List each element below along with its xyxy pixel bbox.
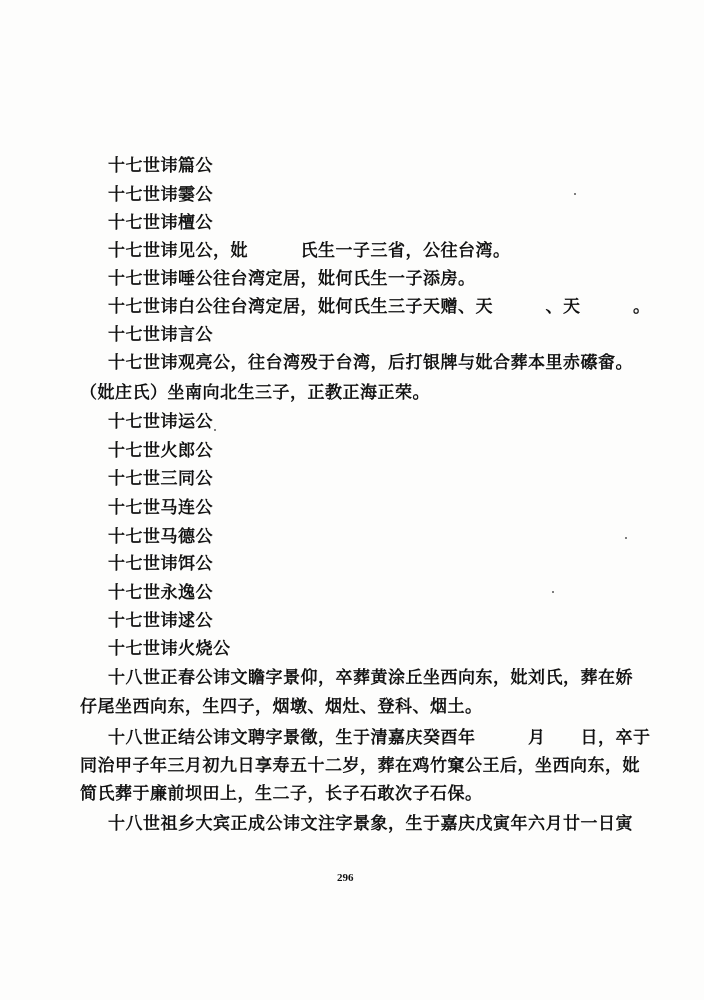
text-line: 十七世讳白公往台湾定居，妣何氏生三子天赠、天 、天 。 <box>108 297 651 317</box>
page-number: 296 <box>337 872 354 884</box>
text-line: 十七世讳运公 <box>108 412 213 432</box>
text-line: （妣庄氏）坐南向北生三子，正教正海正荣。 <box>80 383 430 403</box>
text-line: 十七世讳篇公 <box>108 156 213 176</box>
scan-speck <box>625 537 627 539</box>
scan-speck <box>214 429 216 431</box>
text-line: 十七世马连公 <box>108 498 213 518</box>
text-line: 十七世讳火烧公 <box>108 639 231 659</box>
text-line: 仔尾坐西向东，生四子，烟墩、烟灶、登科、烟土。 <box>80 697 483 717</box>
text-line: 十八世祖乡大宾正成公讳文注字景象，生于嘉庆戊寅年六月廿一日寅 <box>108 814 633 834</box>
scan-speck <box>552 591 554 593</box>
text-line: 十七世讳檀公 <box>108 213 213 233</box>
text-line: 十七世讳逑公 <box>108 611 213 631</box>
text-line: 十七世讳见公，妣 氏生一子三省，公往台湾。 <box>108 241 511 261</box>
text-line: 十七世讳饵公 <box>108 554 213 574</box>
text-line: 同治甲子年三月初九日享寿五十二岁，葬在鸡竹窠公王后，坐西向东，妣 <box>80 756 640 776</box>
text-line: 十七世永逸公 <box>108 583 213 603</box>
text-line: 简氏葬于廉前坝田上，生二子，长子石敢次子石保。 <box>80 784 483 804</box>
text-line: 十七世马德公 <box>108 527 213 547</box>
scan-speck <box>574 193 576 195</box>
text-line: 十七世三同公 <box>108 469 213 489</box>
text-line: 十七世讳唾公往台湾定居，妣何氏生一子添房。 <box>108 269 476 289</box>
text-line: 十七世讳观亮公，往台湾殁于台湾，后打银牌与妣合葬本里赤礤畲。 <box>108 353 633 373</box>
text-line: 十七世讳言公 <box>108 325 213 345</box>
text-line: 十七世火郎公 <box>108 441 213 461</box>
text-line: 十七世讳霎公 <box>108 185 213 205</box>
text-line: 十八世正结公讳文聘字景徵，生于清嘉庆癸酉年 月 日，卒于 <box>108 728 651 748</box>
text-line: 十八世正春公讳文瞻字景仰，卒葬黄涂丘坐西向东，妣刘氏，葬在娇 <box>108 668 633 688</box>
